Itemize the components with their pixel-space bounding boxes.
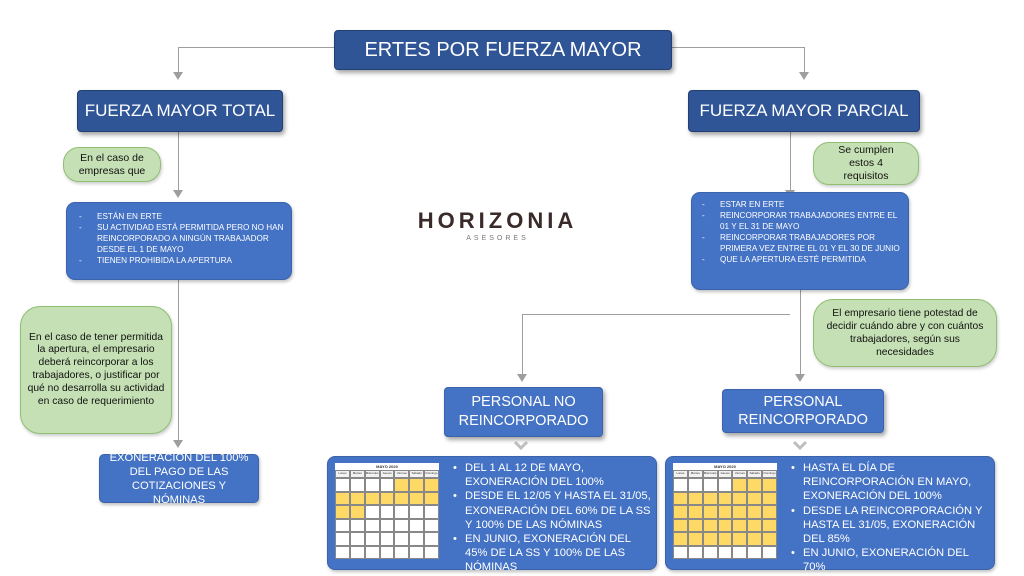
calendar-cell	[718, 532, 733, 546]
calendar-days	[335, 470, 439, 478]
connector-line	[671, 47, 805, 48]
calendar-cell	[409, 492, 424, 506]
arrowhead	[173, 190, 183, 198]
logo-sub: ASESORES	[466, 235, 529, 242]
calendar-cell	[732, 546, 747, 560]
list-item: - ESTÁN EN ERTE	[73, 211, 285, 222]
calendar-cell	[424, 505, 439, 519]
calendar-cell	[335, 505, 350, 519]
chevron-down-icon	[514, 441, 528, 450]
heading-total: FUERZA MAYOR TOTAL	[77, 90, 283, 132]
calendar-cell	[424, 492, 439, 506]
calendar-cell	[673, 532, 688, 546]
calendar-cell	[688, 492, 703, 506]
calendar-cell	[703, 519, 718, 533]
calendar-cell	[365, 492, 380, 506]
connector-line	[522, 314, 790, 315]
calendar-day-header: Jueves	[380, 470, 395, 478]
heading-no-reincorporado: PERSONAL NO REINCORPORADO	[444, 387, 603, 437]
calendar-cell	[394, 532, 409, 546]
calendar-cell	[732, 519, 747, 533]
calendar-cell	[335, 532, 350, 546]
calendar-cell	[732, 478, 747, 492]
side-note-partial: El empresario tiene potestad de decidir cuándo abre y con cuántos trabajadores, según sus necesidades	[813, 299, 997, 367]
list-item: - TIENEN PROHIBIDA LA APERTURA	[73, 255, 285, 266]
calendar-cell	[350, 546, 365, 560]
list-item: • DESDE EL 12/05 Y HASTA EL 31/05, EXONERACIÓN DEL 60% DE LA SS Y 100% DE LAS NÓMINAS	[452, 489, 654, 532]
panel-no-reincorporado	[327, 456, 657, 574]
calendar-day-header: Domingo	[424, 470, 439, 478]
calendar-cell	[394, 478, 409, 492]
calendar-cells	[673, 478, 777, 559]
calendar-cell	[335, 492, 350, 506]
calendar-day-header: Miércoles	[703, 470, 718, 478]
calendar-cell	[762, 492, 777, 506]
list-item: • EN JUNIO, EXONERACIÓN DEL 45% DE LA SS Y 100% DE LAS NÓMINAS	[452, 532, 654, 575]
calendar-cell	[703, 546, 718, 560]
list-item: • EN JUNIO, EXONERACIÓN DEL 70%	[790, 546, 992, 574]
connector-line	[522, 314, 523, 376]
calendar-cell	[673, 492, 688, 506]
calendar-cell	[747, 532, 762, 546]
calendar-day-header: Lunes	[335, 470, 350, 478]
calendar-cell	[703, 532, 718, 546]
calendar-cell	[673, 505, 688, 519]
calendar-title: MAYO 2020	[714, 464, 736, 469]
list-item: - QUE LA APERTURA ESTÉ PERMITIDA	[696, 254, 904, 265]
calendar-cell	[335, 546, 350, 560]
calendar-day-header: Sábado	[409, 470, 424, 478]
arrowhead	[795, 374, 805, 382]
calendar	[335, 463, 439, 559]
calendar-cell	[394, 519, 409, 533]
calendar-cell	[762, 546, 777, 560]
chevron-down-icon	[793, 441, 807, 450]
calendar-cell	[365, 532, 380, 546]
arrowhead	[517, 374, 527, 382]
calendar-days	[673, 470, 777, 478]
list-item: • HASTA EL DÍA DE REINCORPORACIÓN EN MAYO, EXONERACIÓN DEL 100%	[790, 461, 992, 504]
list-item: - REINCORPORAR TRABAJADORES ENTRE EL 01 Y EL 31 DE MAYO	[696, 210, 904, 232]
list-item: • DESDE LA REINCORPORACIÓN Y HASTA EL 31/05, EXONERACIÓN DEL 85%	[790, 504, 992, 547]
calendar-cell	[747, 519, 762, 533]
arrowhead	[173, 440, 183, 448]
calendar-cell	[350, 532, 365, 546]
calendar-day-header: Viernes	[394, 470, 409, 478]
calendar-cell	[718, 505, 733, 519]
calendar-cell	[365, 519, 380, 533]
list-item: • DEL 1 AL 12 DE MAYO, EXONERACIÓN DEL 100%	[452, 461, 654, 489]
calendar-cell	[747, 505, 762, 519]
connector-line	[804, 47, 805, 74]
connector-line	[178, 132, 179, 192]
calendar-cell	[380, 546, 395, 560]
calendar-cell	[409, 519, 424, 533]
calendar-cell	[409, 505, 424, 519]
calendar-cell	[747, 492, 762, 506]
conditions-partial	[691, 192, 909, 290]
connector-line	[178, 280, 179, 442]
calendar-cell	[762, 519, 777, 533]
calendar-cell	[350, 492, 365, 506]
calendar-cell	[718, 519, 733, 533]
calendar-cell	[732, 532, 747, 546]
calendar-cell	[380, 492, 395, 506]
calendar-title: MAYO 2020	[376, 464, 398, 469]
connector-line	[790, 132, 791, 192]
calendar-cell	[732, 492, 747, 506]
horizonia-logo	[410, 208, 585, 242]
calendar-cell	[762, 505, 777, 519]
panel-reincorporado	[665, 456, 995, 574]
calendar-cell	[394, 505, 409, 519]
result-total: EXONERACIÓN DEL 100% DEL PAGO DE LAS COTIZACIONES Y NÓMINAS	[99, 454, 259, 503]
arrowhead	[173, 72, 183, 80]
calendar-cell	[688, 519, 703, 533]
calendar-cell	[424, 478, 439, 492]
list-item: - REINCORPORAR TRABAJADORES POR PRIMERA VEZ ENTRE EL 01 Y EL 30 DE JUNIO	[696, 232, 904, 254]
note-partial: Se cumplen estos 4 requisitos	[813, 142, 919, 185]
calendar-cell	[762, 478, 777, 492]
calendar-cell	[718, 546, 733, 560]
calendar-cell	[673, 519, 688, 533]
calendar-cell	[703, 478, 718, 492]
calendar-cell	[762, 532, 777, 546]
list-item: - SU ACTIVIDAD ESTÁ PERMITIDA PERO NO HAN REINCORPORADO A NINGÚN TRABAJADOR DESDE EL 1 DE MAYO	[73, 222, 285, 255]
main-title: ERTES POR FUERZA MAYOR	[334, 30, 672, 70]
connector-line	[800, 290, 801, 376]
calendar-cell	[409, 546, 424, 560]
calendar-cell	[424, 532, 439, 546]
calendar-cell	[394, 546, 409, 560]
calendar-cell	[747, 478, 762, 492]
calendar-day-header: Viernes	[732, 470, 747, 478]
list-item: - ESTAR EN ERTE	[696, 199, 904, 210]
calendar-cell	[350, 478, 365, 492]
calendar-cell	[365, 546, 380, 560]
calendar	[673, 463, 777, 559]
calendar-cell	[409, 532, 424, 546]
calendar-day-header: Sábado	[747, 470, 762, 478]
calendar-cell	[703, 492, 718, 506]
connector-line	[178, 47, 336, 48]
calendar-day-header: Martes	[350, 470, 365, 478]
calendar-cell	[424, 519, 439, 533]
calendar-cell	[688, 505, 703, 519]
conditions-total	[66, 202, 292, 280]
calendar-cell	[424, 546, 439, 560]
calendar-day-header: Lunes	[673, 470, 688, 478]
calendar-cell	[380, 532, 395, 546]
calendar-cell	[380, 478, 395, 492]
calendar-cell	[380, 505, 395, 519]
calendar-cell	[365, 505, 380, 519]
logo-name: HORIZONIA	[417, 208, 578, 233]
calendar-cell	[350, 519, 365, 533]
connector-line	[178, 47, 179, 74]
calendar-cell	[718, 478, 733, 492]
calendar-cell	[365, 478, 380, 492]
calendar-cell	[409, 478, 424, 492]
calendar-cell	[688, 478, 703, 492]
calendar-day-header: Martes	[688, 470, 703, 478]
calendar-day-header: Domingo	[762, 470, 777, 478]
calendar-cell	[688, 532, 703, 546]
arrowhead	[799, 72, 809, 80]
calendar-cell	[732, 505, 747, 519]
calendar-cell	[335, 478, 350, 492]
calendar-cell	[335, 519, 350, 533]
calendar-cell	[673, 478, 688, 492]
calendar-cell	[380, 519, 395, 533]
calendar-cells	[335, 478, 439, 559]
calendar-cell	[688, 546, 703, 560]
calendar-cell	[703, 505, 718, 519]
side-note-total: En el caso de tener permitida la apertura, el empresario deberá reincorporar a los trabajadores, o justificar por qué no desarrolla su actividad en caso de requerimiento	[20, 306, 172, 434]
calendar-cell	[394, 492, 409, 506]
calendar-cell	[718, 492, 733, 506]
heading-partial: FUERZA MAYOR PARCIAL	[688, 90, 920, 132]
note-total: En el caso de empresas que	[63, 147, 161, 182]
calendar-day-header: Miércoles	[365, 470, 380, 478]
calendar-day-header: Jueves	[718, 470, 733, 478]
calendar-cell	[350, 505, 365, 519]
calendar-cell	[673, 546, 688, 560]
heading-reincorporado: PERSONAL REINCORPORADO	[722, 389, 884, 433]
calendar-cell	[747, 546, 762, 560]
